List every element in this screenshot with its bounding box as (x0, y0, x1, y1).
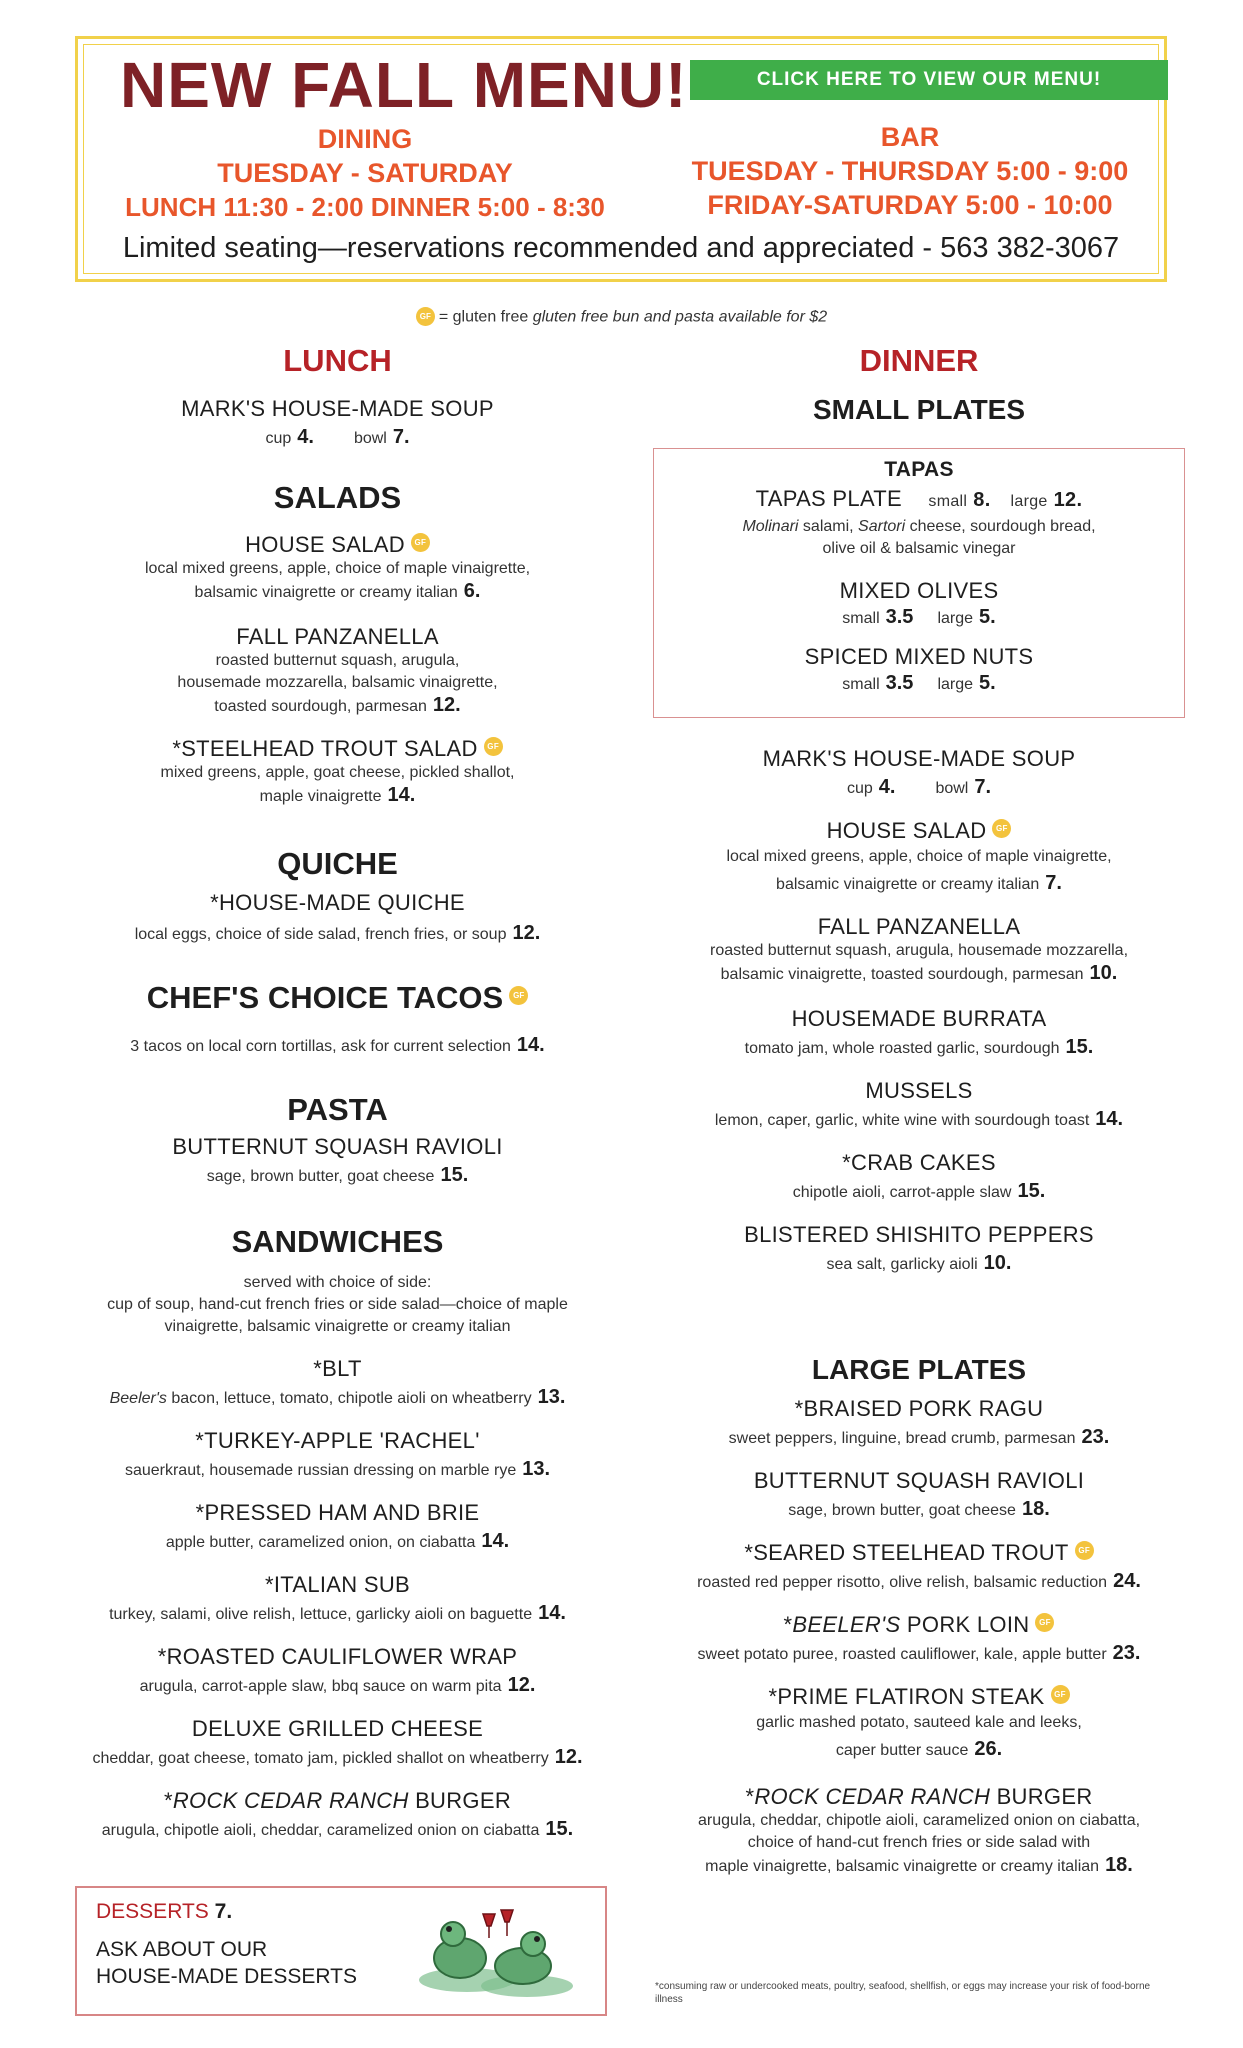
lunch-panzanella: FALL PANZANELLA roasted butternut squash, arugula, housemade mozzarella, balsamic vinaigrette, toasted sourdough, parmesan 12. (177, 624, 498, 716)
dinner-shishito: BLISTERED SHISHITO PEPPERS sea salt, garlicky aioli 10. (744, 1222, 1094, 1274)
lunch-italian-sub: *ITALIAN SUB turkey, salami, olive relish, lettuce, garlicky aioli on baguette 14. (109, 1572, 566, 1624)
lunch-quiche: *HOUSE-MADE QUICHE local eggs, choice of side salad, french fries, or soup 12. (134, 890, 541, 944)
dinner-flatiron-steak: *PRIME FLATIRON STEAK GF garlic mashed potato, sauteed kale and leeks, caper butter sauce 26. (756, 1684, 1082, 1760)
view-menu-button[interactable]: CLICK HERE TO VIEW OUR MENU! (690, 60, 1168, 100)
dinner-crab-cakes: *CRAB CAKES chipotle aioli, carrot-apple slaw 15. (792, 1150, 1046, 1202)
sandwich-side-note: served with choice of side: cup of soup, hand-cut french fries or side salad—choice of maple vinaigrette, balsamic vinaigrette or creamy italian (107, 1274, 568, 1335)
seating-note: Limited seating—reservations recommended and appreciated - 563 382-3067 (122, 232, 1120, 264)
lunch-ham-brie: *PRESSED HAM AND BRIE apple butter, caramelized onion, on ciabatta 14. (165, 1500, 510, 1552)
lunch-burger: *ROCK CEDAR RANCH BURGER arugula, chipotle aioli, cheddar, caramelized onion on ciabatta 15. (101, 1788, 574, 1840)
quiche-title: QUICHE (277, 846, 398, 881)
dinner-mussels: MUSSELS lemon, caper, garlic, white wine with sourdough toast 14. (714, 1078, 1124, 1130)
desserts-text: ASK ABOUT OUR HOUSE-MADE DESSERTS (96, 1938, 357, 1988)
dining-hours: LUNCH 11:30 - 2:00 DINNER 5:00 - 8:30 (125, 192, 605, 222)
lunch-grilled-cheese: DELUXE GRILLED CHEESE cheddar, goat cheese, tomato jam, pickled shallot on wheatberry 12. (92, 1716, 583, 1768)
tapas-title: TAPAS (884, 458, 954, 481)
spiced-nuts: SPICED MIXED NUTS small 3.5 large 5. (804, 644, 1034, 694)
raw-food-footnote: *consuming raw or undercooked meats, poultry, seafood, shellfish, or eggs may increase your risk of food-borne illness (655, 1981, 1151, 2005)
gluten-free-legend: GF = gluten free gluten free bun and pasta available for $2 (0, 308, 1243, 327)
lunch-cauliflower-wrap: *ROASTED CAULIFLOWER WRAP arugula, carrot-apple slaw, bbq sauce on warm pita 12. (139, 1644, 536, 1696)
dinner-soup: MARK'S HOUSE-MADE SOUP cup 4. bowl 7. (762, 746, 1076, 798)
dinner-pork-loin: *BEELER'S PORK LOIN GF sweet potato puree, roasted cauliflower, kale, apple butter 23. (697, 1612, 1141, 1664)
sandwiches-title: SANDWICHES (231, 1224, 444, 1259)
dinner-pork-ragu: *BRAISED PORK RAGU sweet peppers, linguine, bread crumb, parmesan 23. (728, 1396, 1110, 1448)
gluten-free-icon: GF (411, 533, 430, 552)
gluten-free-icon: GF (1051, 1685, 1070, 1704)
lunch-soup: MARK'S HOUSE-MADE SOUP cup 4. bowl 7. (181, 396, 494, 448)
dinner-title: DINNER (859, 343, 979, 378)
gluten-free-icon: GF (416, 307, 435, 326)
lunch-ravioli: BUTTERNUT SQUASH RAVIOLI sage, brown butter, goat cheese 15. (172, 1134, 503, 1186)
lunch-blt: *BLT Beeler's bacon, lettuce, tomato, chipotle aioli on wheatberry 13. (109, 1356, 566, 1408)
gluten-free-icon: GF (1035, 1613, 1054, 1632)
dining-title: DINING (317, 124, 413, 154)
gluten-free-icon: GF (509, 986, 528, 1005)
tapas-plate: TAPAS PLATE small 8. large 12. Molinari salami, Sartori cheese, sourdough bread, olive oil & balsamic vinegar (742, 486, 1096, 557)
dining-days: TUESDAY - SATURDAY (217, 158, 513, 188)
lunch-title: LUNCH (283, 343, 392, 378)
dinner-house-salad: HOUSE SALAD GF local mixed greens, apple, choice of maple vinaigrette, balsamic vinaigrette or creamy italian 7. (726, 818, 1112, 894)
dinner-ravioli: BUTTERNUT SQUASH RAVIOLI sage, brown butter, goat cheese 18. (753, 1468, 1085, 1520)
dinner-burger: *ROCK CEDAR RANCH BURGER arugula, cheddar, chipotle aioli, caramelized onion on ciabatta, choice of hand-cut french fries or side salad with maple vinaigrette, balsamic vinaigrette or creamy italian 18. (697, 1784, 1141, 1876)
dinner-panzanella: FALL PANZANELLA roasted butternut squash, arugula, housemade mozzarella, balsamic vinaigrette, toasted sourdough, parmesan 10. (709, 914, 1129, 984)
dinner-steelhead-trout: *SEARED STEELHEAD TROUT GF roasted red pepper risotto, olive relish, balsamic reduction 24. (697, 1540, 1141, 1592)
gluten-free-icon: GF (1075, 1541, 1094, 1560)
frogs-toasting-illustration (405, 1896, 585, 2002)
small-plates-title: SMALL PLATES (812, 394, 1026, 425)
desserts-title: DESSERTS 7. (96, 1900, 233, 1923)
bar-hours-weekday: TUESDAY - THURSDAY 5:00 - 9:00 (691, 156, 1129, 186)
pasta-title: PASTA (287, 1092, 388, 1127)
gluten-free-icon: GF (992, 819, 1011, 838)
bar-title: BAR (880, 122, 940, 152)
lunch-tacos: CHEF'S CHOICE TACOS GF 3 tacos on local corn tortillas, ask for current selection 14. (130, 980, 545, 1056)
lunch-rachel: *TURKEY-APPLE 'RACHEL' sauerkraut, housemade russian dressing on marble rye 13. (124, 1428, 551, 1480)
bar-hours-weekend: FRIDAY-SATURDAY 5:00 - 10:00 (707, 190, 1113, 220)
page-title: NEW FALL MENU! (120, 49, 688, 121)
lunch-house-salad: HOUSE SALAD GF local mixed greens, apple, choice of maple vinaigrette, balsamic vinaigrette or creamy italian 6. (144, 532, 531, 602)
dinner-burrata: HOUSEMADE BURRATA tomato jam, whole roasted garlic, sourdough 15. (744, 1006, 1094, 1058)
salads-title: SALADS (273, 480, 402, 515)
large-plates-title: LARGE PLATES (811, 1354, 1027, 1385)
lunch-trout-salad: *STEELHEAD TROUT SALAD GF mixed greens, apple, goat cheese, pickled shallot, maple vinaigrette 14. (160, 736, 515, 806)
gluten-free-icon: GF (484, 737, 503, 756)
mixed-olives: MIXED OLIVES small 3.5 large 5. (839, 578, 999, 628)
